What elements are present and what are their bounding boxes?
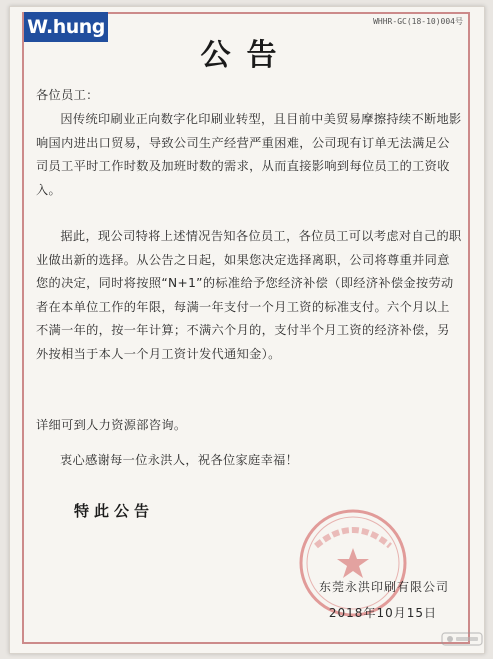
signature-company: 东莞永洪印刷有限公司 (318, 580, 449, 594)
company-logo: W.hung (24, 12, 108, 42)
signature-date: 2018年10月15日 (328, 606, 437, 620)
closing-statement: 特此公告 (74, 502, 155, 520)
paragraph-thanks: 衷心感谢每一位永洪人，祝各位家庭幸福！ (60, 453, 299, 467)
paragraph-contact: 详细可到人力资源部咨询。 (36, 418, 187, 432)
watermark-logo-icon (441, 631, 483, 647)
paragraph-background: 因传统印刷业正向数字化印刷业转型，且目前中美贸易摩擦持续不断地影响国内进出口贸易，导致公司生产经营严重困难，公司现有订单无法满足公司员工平时工作时数及加班时数的需求，从而直接影响到每位员工的工资收入。 (36, 112, 462, 197)
paragraph-compensation: 据此，现公司特将上述情况告知各位员工，各位员工可以考虑对自己的职业做出新的选择。从公告之日起，如果您决定选择离职，公司将尊重并同意您的决定，同时将按照“N+1”的标准给予您经济补偿（即经济补偿金按劳动者在本单位工作的年限，每满一年支付一个月工资的标准支付。六个月以上不满一年的，按一年计算；不满六个月的，支付半个月工资的经济补偿，另外按相当于本人一个月工资计发代通知金）。 (36, 229, 462, 361)
company-seal-icon (296, 506, 410, 620)
notice-title: 公告 (200, 38, 293, 73)
document-number: WHHR-GC(18-10)004号 (373, 17, 463, 26)
greeting: 各位员工： (36, 88, 99, 102)
